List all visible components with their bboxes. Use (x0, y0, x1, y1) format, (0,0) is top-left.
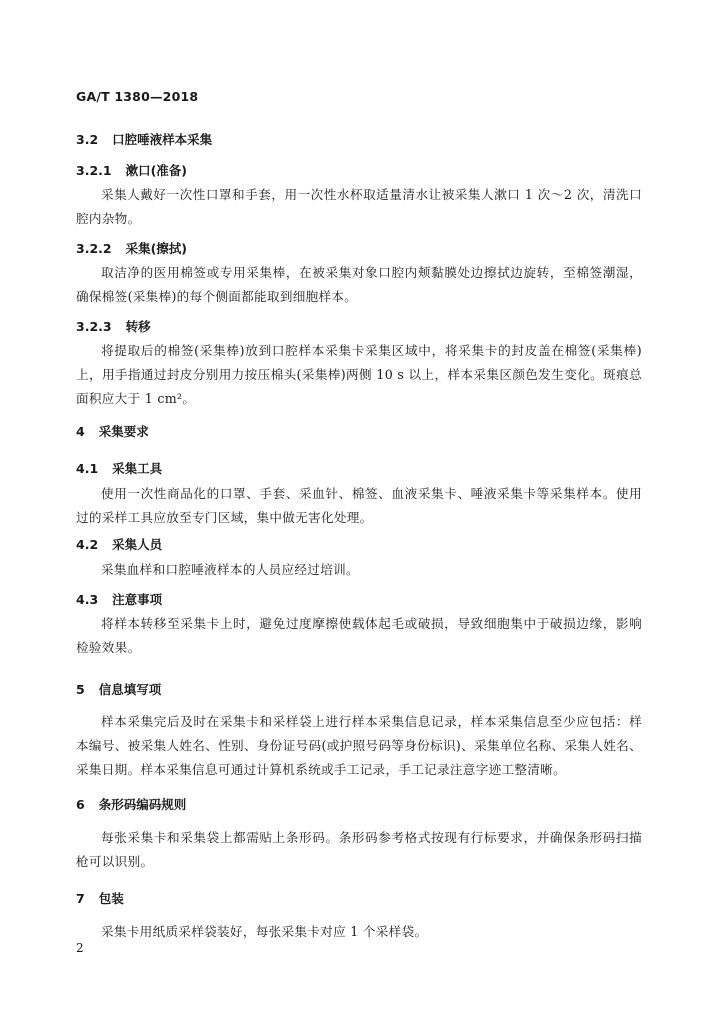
section-number: 3.2.1 (76, 163, 112, 178)
paragraph-5: 样本采集完后及时在采集卡和采样袋上进行样本采集信息记录，样本采集信息至少应包括：样本编号、被采集人姓名、性别、身份证号码(或护照号码等身份标识)、采集单位名称、采集人姓名、采集日期。样本采集信息可通过计算机系统或手工记录，手工记录注意字迹工整清晰。 (76, 714, 642, 777)
section-number: 4 (76, 424, 85, 439)
section-title: 采集(擦拭) (125, 241, 188, 256)
section-heading-5 (76, 680, 161, 698)
section-title: 采集要求 (98, 424, 149, 439)
section-number: 5 (76, 682, 85, 697)
paragraph-4-2: 采集血样和口腔唾液样本的人员应经过培训。 (101, 562, 359, 577)
section-title: 采集工具 (112, 461, 163, 476)
section-number: 3.2 (76, 132, 99, 147)
paragraph-6: 每张采集卡和采集袋上都需贴上条形码。条形码参考格式按现有行标要求，并确保条形码扫描枪可以识别。 (76, 830, 642, 869)
standard-code: GA/T 1380—2018 (76, 89, 199, 104)
paragraph-4-3: 将样本转移至采集卡上时，避免过度摩擦使载体起毛或破损，导致细胞集中于破损边缘，影响检验效果。 (76, 616, 642, 655)
section-title: 条形码编码规则 (98, 797, 187, 812)
section-heading-3-2 (76, 130, 212, 148)
section-number: 3.2.3 (76, 319, 112, 334)
paragraph-7: 采集卡用纸质采样袋装好，每张采集卡对应 1 个采样袋。 (101, 924, 428, 939)
section-title: 注意事项 (112, 592, 163, 607)
section-title: 信息填写项 (98, 682, 162, 697)
section-title: 包装 (98, 891, 124, 906)
section-title: 漱口(准备) (125, 163, 188, 178)
section-number: 6 (76, 797, 85, 812)
section-heading-3-2-3 (76, 317, 151, 335)
section-number: 4.1 (76, 461, 99, 476)
section-title: 采集人员 (112, 537, 163, 552)
paragraph-4-1: 使用一次性商品化的口罩、手套、采血针、棉签、血液采集卡、唾液采集卡等采集样本。使用过的采样工具应放至专门区域，集中做无害化处理。 (76, 486, 642, 525)
paragraph-3-2-2: 取洁净的医用棉签或专用采集棒，在被采集对象口腔内颊黏膜处边擦拭边旋转，至棉签潮湿，确保棉签(采集棒)的每个侧面都能取到细胞样本。 (76, 265, 642, 304)
section-heading-7 (76, 889, 124, 907)
page-number: 2 (76, 941, 84, 955)
section-heading-3-2-2 (76, 239, 187, 257)
section-number: 7 (76, 891, 85, 906)
section-title: 转移 (125, 319, 151, 334)
section-heading-6 (76, 795, 186, 813)
section-heading-3-2-1 (76, 161, 187, 179)
section-heading-4 (76, 422, 149, 440)
section-number: 4.2 (76, 537, 99, 552)
section-number: 3.2.2 (76, 241, 112, 256)
section-title: 口腔唾液样本采集 (112, 132, 213, 147)
section-heading-4-2 (76, 535, 162, 553)
paragraph-3-2-3: 将提取后的棉签(采集棒)放到口腔样本采集卡采集区域中，将采集卡的封皮盖在棉签(采集棒)上，用手指通过封皮分别用力按压棉头(采集棒)两侧 10 s 以上，样本采集区颜色发生变化。斑痕总面积应大于 1 cm²。 (76, 343, 642, 406)
section-heading-4-1 (76, 459, 162, 477)
section-heading-4-3 (76, 590, 162, 608)
paragraph-3-2-1: 采集人戴好一次性口罩和手套，用一次性水杯取适量清水让被采集人漱口 1 次～2 次，清洗口腔内杂物。 (76, 187, 642, 226)
section-number: 4.3 (76, 592, 99, 607)
